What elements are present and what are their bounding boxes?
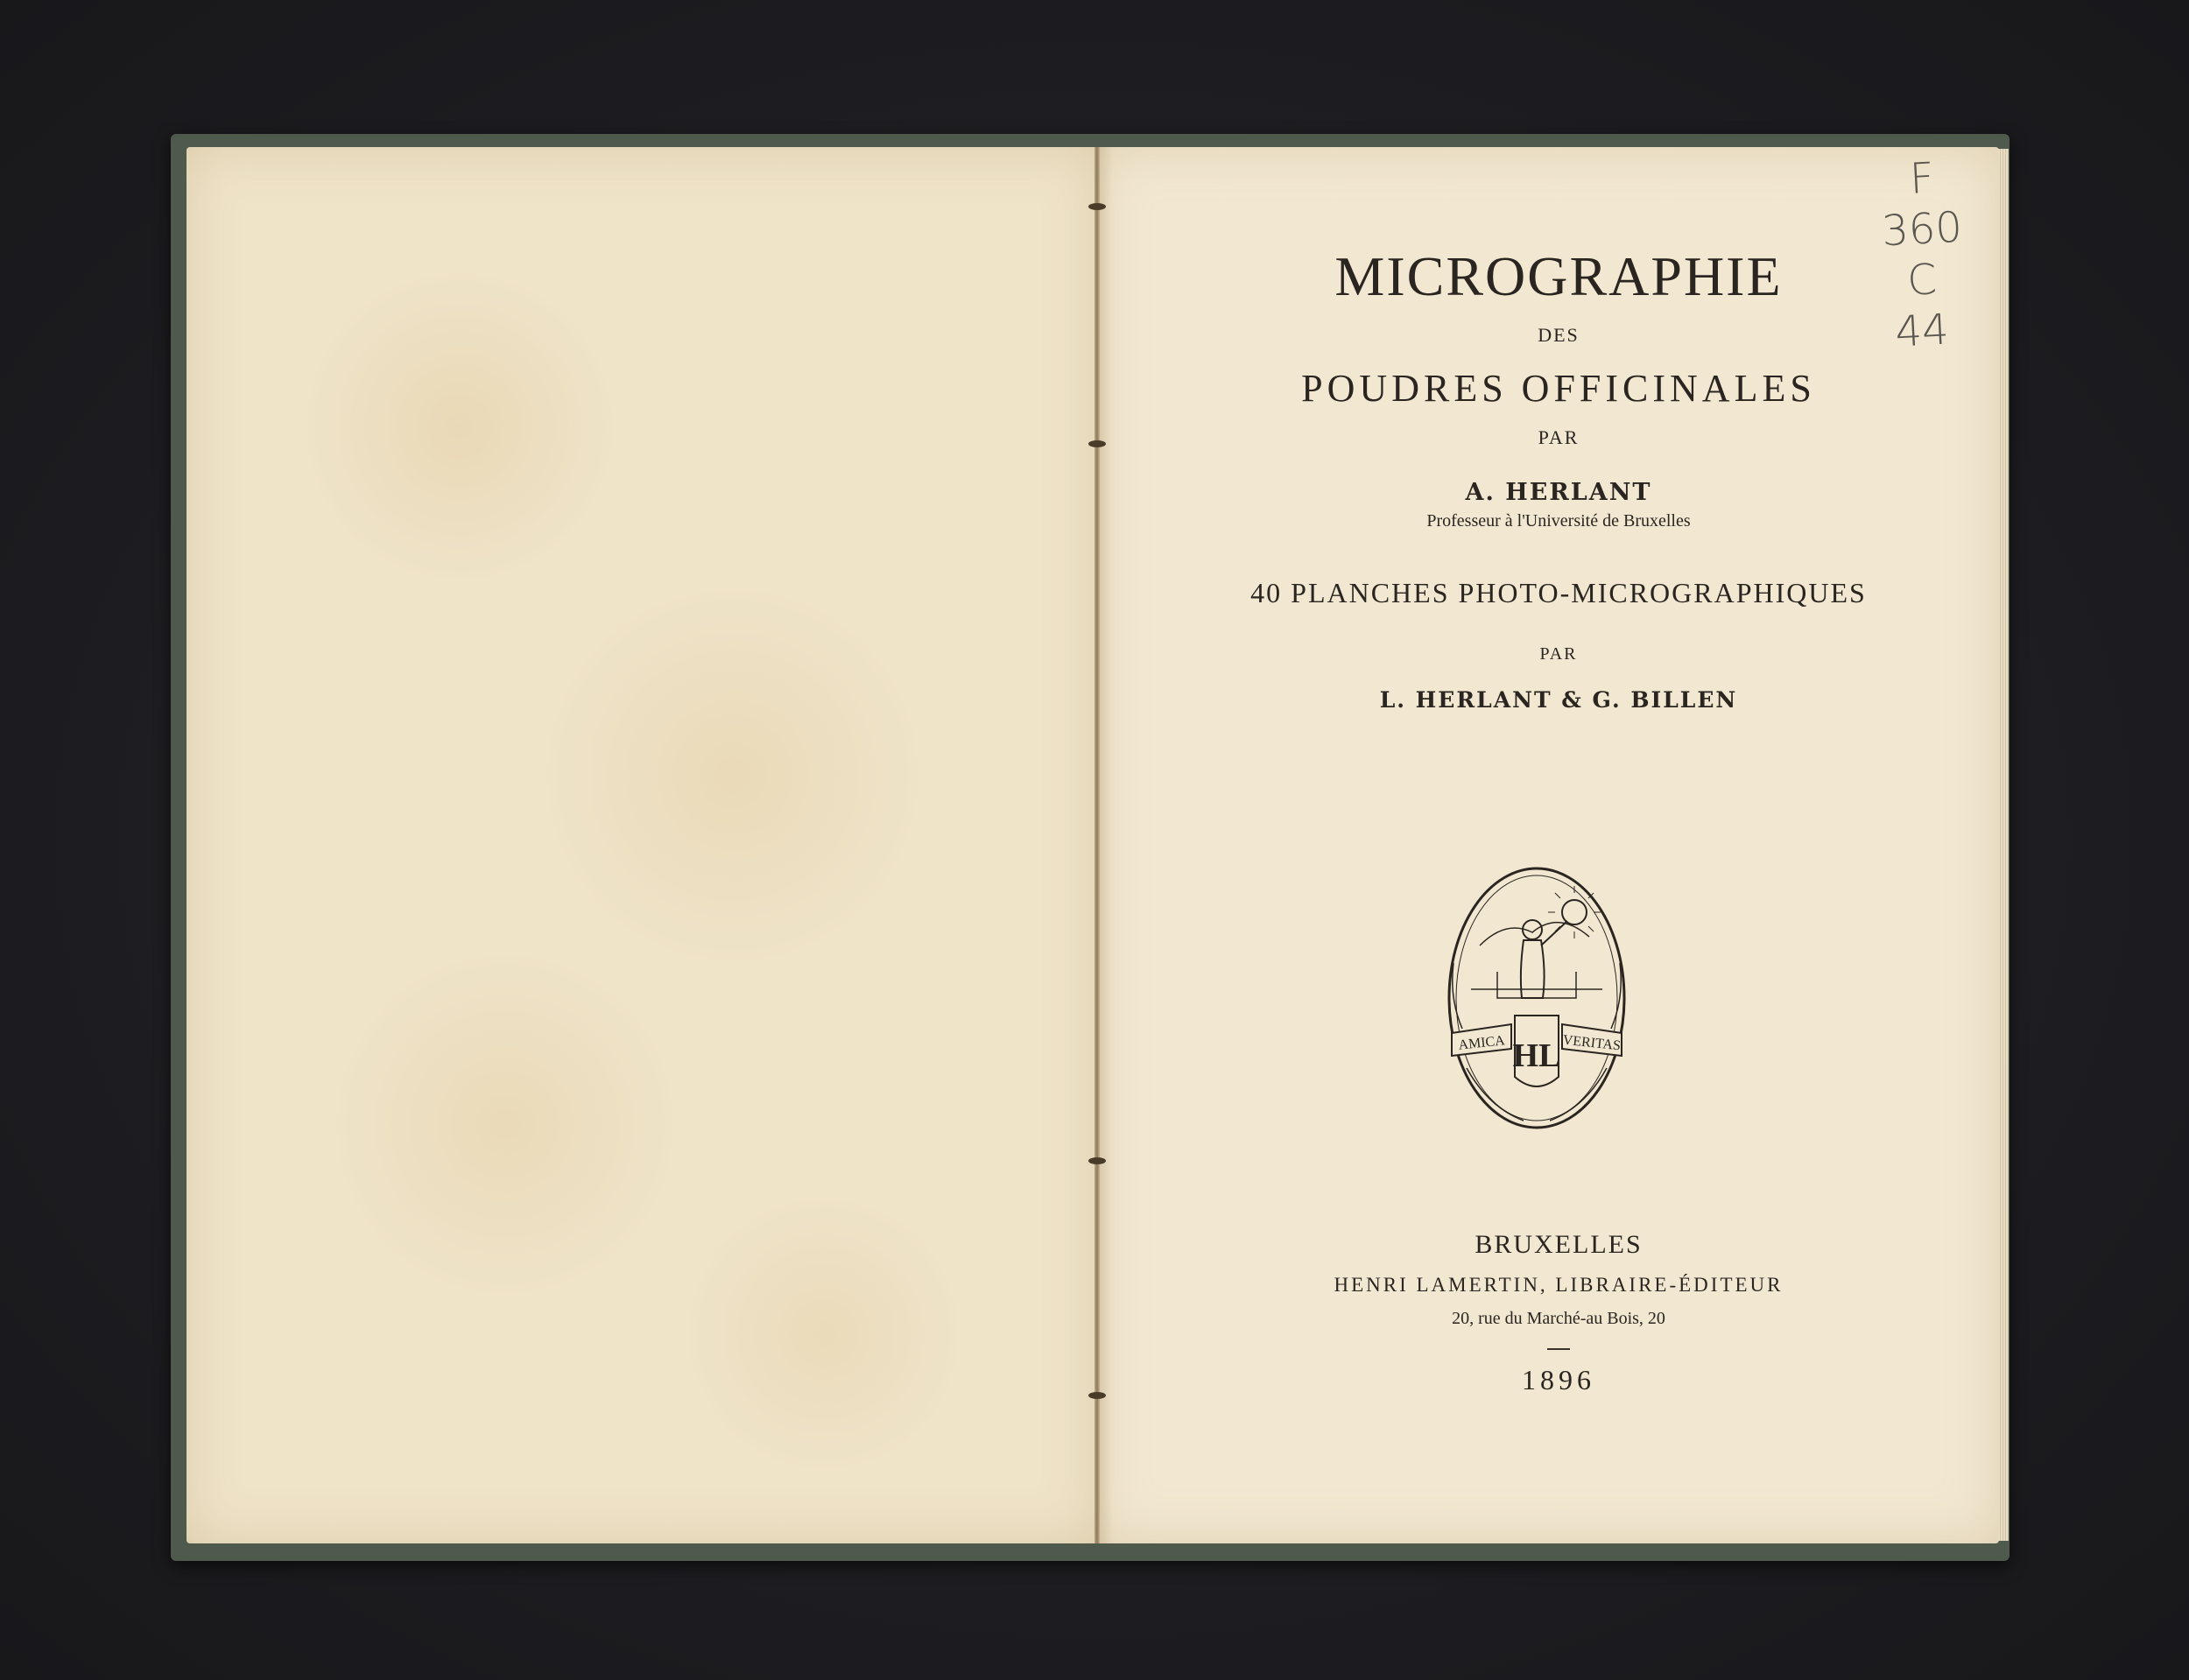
left-blank-page <box>187 147 1097 1543</box>
imprint-rule <box>1547 1348 1570 1350</box>
imprint-block <box>1173 1230 1944 1396</box>
shelfmark-line-2: 360 <box>1880 202 1964 257</box>
printer-emblem <box>1427 867 1646 1156</box>
shelfmark-line-3: C <box>1905 255 1939 306</box>
imprint-publisher: HENRI LAMERTIN, LIBRAIRE-ÉDITEUR <box>1334 1274 1784 1296</box>
binding-stitch <box>1088 203 1106 210</box>
emblem-motto-right: VERITAS <box>1561 1032 1622 1054</box>
shelfmark-line-1: F <box>1908 153 1936 204</box>
shelfmark-line-4: 44 <box>1894 305 1950 357</box>
page-edges <box>1998 149 2009 1541</box>
plates-line: 40 PLANCHES PHOTO-MICROGRAPHIQUES <box>1250 577 1867 608</box>
binding-stitch <box>1088 1157 1106 1164</box>
author-affiliation: Professeur à l'Université de Bruxelles <box>1426 511 1691 531</box>
imprint-address: 20, rue du Marché-au Bois, 20 <box>1452 1309 1665 1328</box>
by-label: PAR <box>1538 426 1580 448</box>
book-title: MICROGRAPHIE <box>1334 245 1783 307</box>
emblem-monogram: HL <box>1512 1037 1561 1074</box>
book-subtitle: POUDRES OFFICINALES <box>1301 367 1816 410</box>
binding-stitch <box>1088 1392 1106 1399</box>
emblem-motto-left: AMICA <box>1457 1033 1506 1053</box>
binding-stitch <box>1088 440 1106 447</box>
plate-authors: L. HERLANT & G. BILLEN <box>1379 687 1738 713</box>
imprint-year: 1896 <box>1522 1364 1595 1395</box>
imprint-city: BRUXELLES <box>1475 1230 1643 1259</box>
title-block <box>1173 245 1944 713</box>
author-name: A. HERLANT <box>1465 479 1652 506</box>
book-gutter <box>1094 147 1100 1543</box>
by-label-2: PAR <box>1539 644 1578 664</box>
title-connector: DES <box>1538 324 1580 346</box>
